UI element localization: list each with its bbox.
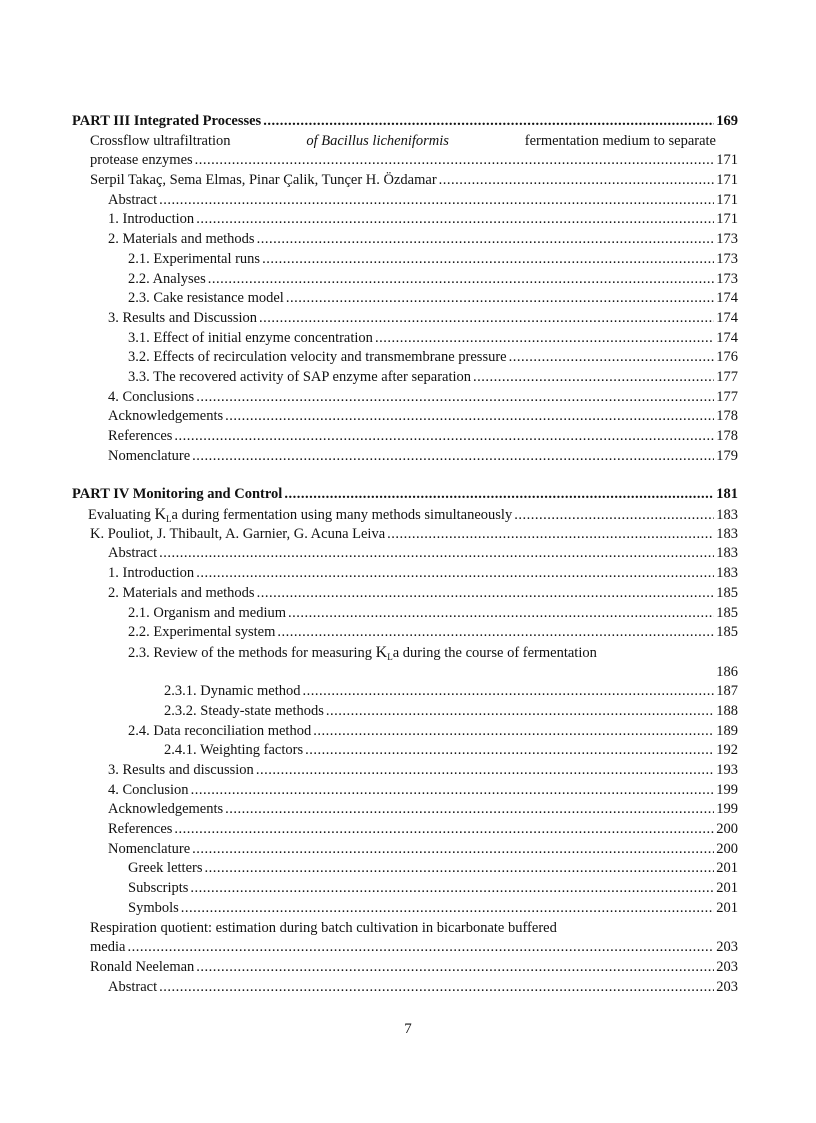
leader-dots: [277, 623, 714, 643]
toc-entry[interactable]: [0, 781, 738, 801]
toc-entry[interactable]: [0, 447, 738, 467]
toc-entry[interactable]: [0, 427, 738, 447]
toc-entry[interactable]: [0, 722, 738, 742]
page-ref: 200: [716, 840, 738, 857]
toc-entry[interactable]: [0, 702, 738, 722]
leader-dots: [256, 761, 714, 781]
page-ref: 185: [716, 584, 738, 601]
leader-dots: [263, 112, 714, 132]
toc-entry[interactable]: [0, 329, 738, 349]
entry-label: 2.2. Analyses: [128, 270, 206, 287]
entry-label: 2.3.2. Steady-state methods: [164, 702, 324, 719]
leader-dots: [326, 702, 714, 722]
toc-entry[interactable]: [0, 623, 738, 643]
leader-dots: [191, 781, 715, 801]
page-ref: 177: [716, 368, 738, 385]
entry-label: Acknowledgements: [108, 408, 224, 425]
entry-label: References: [108, 428, 173, 444]
page-ref: 177: [716, 388, 738, 405]
entry-label: 4. Conclusions: [108, 388, 195, 405]
toc-entry[interactable]: [0, 210, 738, 230]
toc-entry[interactable]: [0, 230, 738, 250]
entry-label: 2.4. Data reconciliation method: [128, 722, 312, 739]
leader-dots: [181, 899, 714, 919]
leader-dots: [196, 210, 714, 230]
entry-label: Symbols: [128, 899, 179, 916]
toc-entry[interactable]: [0, 879, 738, 899]
toc-entry[interactable]: [0, 584, 738, 604]
page-ref: 199: [716, 781, 738, 798]
page-ref: 189: [716, 722, 738, 739]
authors-text: Ronald Neeleman: [90, 958, 195, 975]
page-ref: 185: [716, 624, 738, 641]
entry-label: 3.3. The recovered activity of SAP enzyme after separation: [128, 368, 472, 385]
toc-entry-multiline[interactable]: [0, 643, 816, 663]
page-ref: 178: [716, 408, 738, 425]
page-ref: 185: [716, 604, 738, 621]
toc-entry[interactable]: [0, 191, 738, 211]
page-number: 7: [404, 1021, 412, 1037]
leader-dots: [159, 978, 714, 998]
leader-dots: [313, 722, 714, 742]
leader-dots: [174, 427, 714, 447]
entry-label: 2.1. Experimental runs: [128, 250, 261, 267]
article-authors[interactable]: [0, 958, 738, 978]
entry-label: 4. Conclusion: [108, 781, 189, 798]
entry-label: Greek letters: [128, 860, 203, 877]
article-title-suffix: a during fermentation using many methods simultaneously: [171, 507, 513, 524]
authors-text: K. Pouliot, J. Thibault, A. Garnier, G. Acuna Leiva: [90, 525, 386, 542]
entry-label: Abstract: [108, 191, 158, 208]
page-ref: 201: [716, 880, 738, 897]
page-ref: 199: [716, 801, 738, 818]
leader-dots: [257, 230, 715, 250]
leader-dots: [208, 270, 715, 290]
toc-entry[interactable]: [0, 761, 738, 781]
leader-dots: [204, 859, 714, 879]
leader-dots: [225, 407, 714, 427]
page-ref: 176: [716, 349, 738, 366]
article-authors[interactable]: [0, 171, 738, 191]
entry-label: 3.1. Effect of initial enzyme concentration: [128, 329, 373, 346]
entry-label: 3.2. Effects of recirculation velocity and transmembrane pressure: [128, 349, 507, 366]
entry-label: 2.4.1. Weighting factors: [164, 742, 304, 759]
article-title-text: fermentation medium to separate: [524, 132, 716, 149]
page-ref: 178: [716, 428, 738, 444]
part-heading[interactable]: [0, 112, 738, 132]
table-of-contents: [0, 112, 816, 997]
toc-entry[interactable]: [0, 682, 738, 702]
page-ref: 188: [716, 702, 738, 719]
toc-entry[interactable]: [0, 289, 738, 309]
entry-label: 2.3. Cake resistance model: [128, 290, 284, 307]
leader-dots: [127, 938, 714, 958]
leader-dots: [190, 879, 714, 899]
toc-entry[interactable]: [0, 840, 738, 860]
page-ref: 171: [716, 172, 738, 189]
leader-dots: [286, 289, 714, 309]
page-ref: 183: [716, 507, 738, 524]
leader-dots: [196, 958, 714, 978]
article-title-text: media: [90, 939, 126, 956]
page-ref: 171: [716, 152, 738, 169]
leader-dots: [303, 682, 715, 702]
toc-entry[interactable]: [0, 388, 738, 408]
toc-entry[interactable]: [0, 564, 738, 584]
toc-entry[interactable]: [0, 859, 738, 879]
leader-dots: [257, 584, 715, 604]
toc-entry[interactable]: [0, 978, 738, 998]
page-ref: 173: [716, 250, 738, 267]
entry-label: Acknowledgements: [108, 801, 224, 818]
leader-dots: [305, 741, 714, 761]
entry-label: 2. Materials and methods: [108, 231, 255, 248]
leader-dots: [473, 368, 714, 388]
article-title[interactable]: [0, 132, 816, 152]
toc-entry[interactable]: [0, 820, 738, 840]
entry-label: Abstract: [108, 545, 158, 562]
article-title-text: protease enzymes: [90, 152, 193, 169]
leader-dots: [195, 151, 715, 171]
section-gap: [0, 466, 816, 485]
page-ref: 192: [716, 742, 738, 759]
entry-label: Nomenclature: [108, 447, 191, 464]
toc-entry[interactable]: [0, 348, 738, 368]
leader-dots: [387, 525, 714, 545]
entry-label: 3. Results and Discussion: [108, 309, 258, 326]
authors-text: Serpil Takaç, Sema Elmas, Pinar Çalik, Tunçer H. Özdamar: [90, 172, 437, 189]
kla-subscript: L: [166, 514, 172, 525]
page-ref: 171: [716, 211, 738, 228]
page-ref: 183: [716, 545, 738, 562]
entry-label: Nomenclature: [108, 840, 191, 857]
page-ref: 173: [716, 231, 738, 248]
kla-symbol: K: [154, 506, 167, 524]
article-title-species: of Bacillus licheniformis: [306, 132, 449, 149]
leader-dots: [375, 329, 714, 349]
page-ref: 174: [716, 309, 738, 326]
entry-label: 2.2. Experimental system: [128, 624, 276, 641]
toc-entry[interactable]: [0, 899, 738, 919]
entry-label-suffix: a during the course of fermentation: [392, 644, 597, 661]
page-ref: 174: [716, 290, 738, 307]
entry-label: 2.3. Review of the methods for measuring: [128, 644, 373, 661]
toc-entry[interactable]: [0, 800, 738, 820]
leader-dots: [225, 800, 714, 820]
toc-entry[interactable]: [0, 270, 738, 290]
entry-label: 3. Results and discussion: [108, 762, 254, 778]
toc-entry[interactable]: [0, 309, 738, 329]
leader-dots: [196, 564, 714, 584]
page-ref: 200: [716, 821, 738, 838]
entry-label: 1. Introduction: [108, 565, 195, 582]
toc-entry[interactable]: [0, 250, 738, 270]
leader-dots: [159, 191, 714, 211]
toc-entry[interactable]: [0, 544, 738, 564]
page-ref: 183: [716, 525, 738, 542]
page-ref: 193: [716, 762, 738, 778]
page-ref: 203: [716, 978, 738, 995]
entry-label: Subscripts: [128, 880, 189, 897]
leader-dots: [514, 506, 714, 526]
entry-label: 2.1. Organism and medium: [128, 604, 287, 621]
page-ref: 181: [716, 486, 738, 503]
leader-dots: [439, 171, 715, 191]
toc-entry[interactable]: [0, 604, 738, 624]
toc-entry[interactable]: [0, 741, 738, 761]
part-heading[interactable]: [0, 485, 738, 505]
toc-entry[interactable]: [0, 407, 738, 427]
article-title-text: Crossflow ultrafiltration: [90, 132, 231, 149]
leader-dots: [259, 309, 714, 329]
entry-label: Abstract: [108, 978, 158, 995]
part-title: PART III Integrated Processes: [72, 113, 262, 129]
article-title-continued[interactable]: [0, 938, 738, 958]
page-ref: 187: [716, 683, 738, 700]
page-ref: 183: [716, 565, 738, 582]
page-ref: 203: [716, 958, 738, 975]
page-ref: 201: [716, 860, 738, 877]
leader-dots: [262, 250, 714, 270]
leader-dots: [174, 820, 714, 840]
kla-subscript: L: [387, 651, 393, 662]
page-ref: 169: [716, 113, 738, 129]
page-ref: 173: [716, 270, 738, 287]
toc-entry[interactable]: [0, 368, 738, 388]
page-ref: 201: [716, 899, 738, 916]
article-title[interactable]: [0, 505, 738, 525]
leader-dots: [196, 388, 714, 408]
entry-label: References: [108, 821, 173, 838]
article-title-continued[interactable]: [0, 151, 738, 171]
leader-dots: [192, 840, 714, 860]
page-ref: 174: [716, 329, 738, 346]
leader-dots: [159, 544, 714, 564]
kla-symbol: K: [375, 643, 388, 661]
entry-label: 2. Materials and methods: [108, 584, 255, 601]
entry-label: 1. Introduction: [108, 211, 195, 228]
entry-label: 2.3.1. Dynamic method: [164, 683, 301, 700]
article-authors[interactable]: [0, 525, 738, 545]
article-title-prefix: Evaluating: [88, 507, 151, 524]
part-title: PART IV Monitoring and Control: [72, 486, 283, 503]
page-ref: 186: [716, 663, 738, 680]
page-ref: 203: [716, 939, 738, 956]
page-ref: 179: [716, 447, 738, 464]
leader-dots: [288, 604, 714, 624]
leader-dots: [509, 348, 715, 368]
article-title[interactable]: [0, 919, 816, 939]
leader-dots: [284, 485, 714, 505]
article-title-text: Respiration quotient: estimation during batch cultivation in bicarbonate buffered: [90, 919, 557, 936]
page-ref: 171: [716, 191, 738, 208]
leader-dots: [192, 447, 714, 467]
